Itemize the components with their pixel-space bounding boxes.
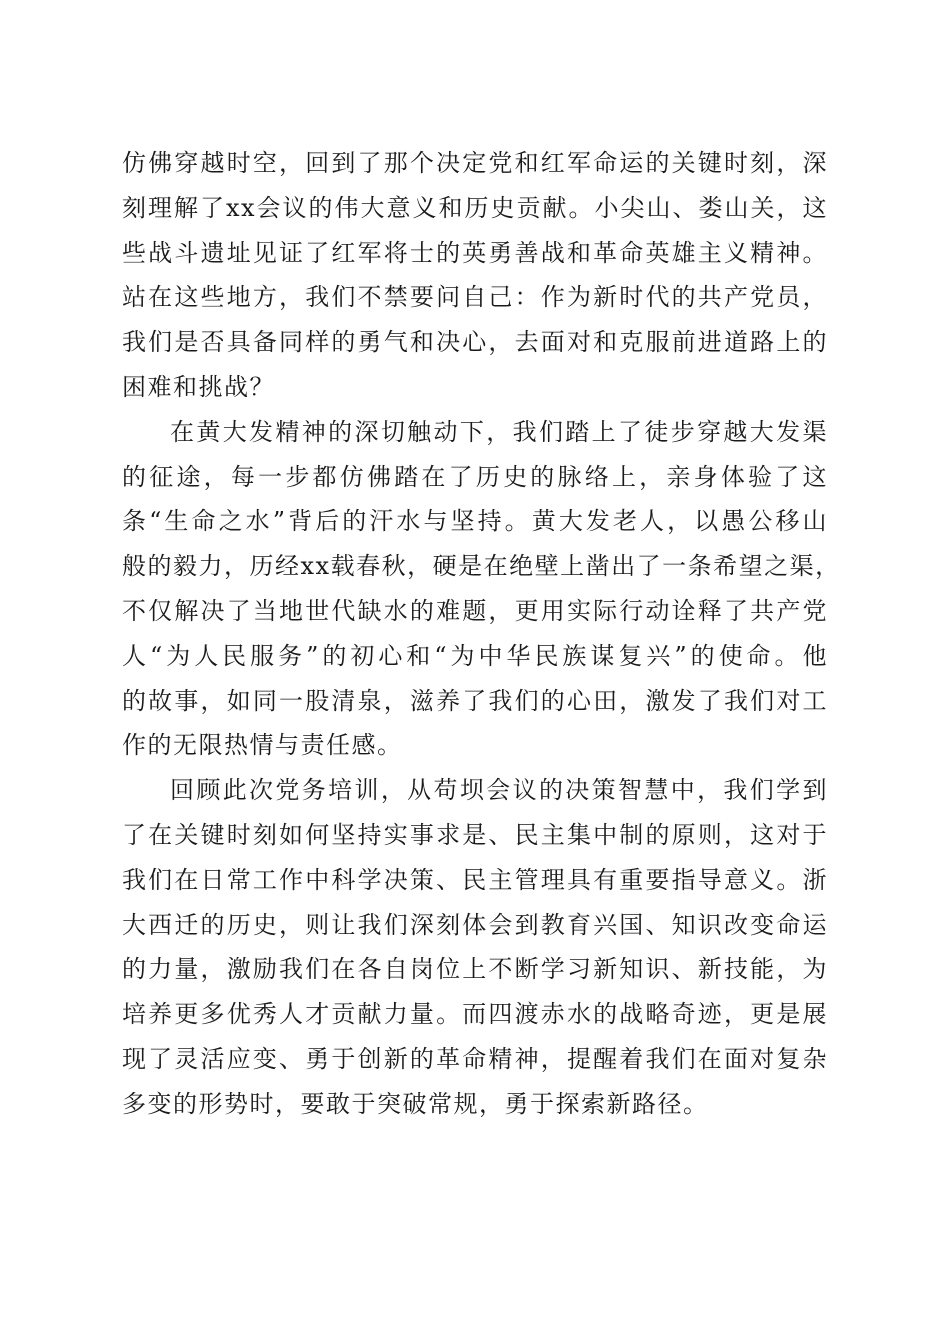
paragraph-line: 大西迁的历史，则让我们深刻体会到教育兴国、知识改变命运 — [122, 910, 828, 939]
paragraph-line: 仿佛穿越时空，回到了那个决定党和红军命运的关键时刻，深 — [122, 149, 828, 177]
paragraph-line: 在黄大发精神的深切触动下，我们踏上了徒步穿越大发渠 — [170, 417, 828, 446]
paragraph-line: 我们在日常工作中科学决策、民主管理具有重要指导意义。浙 — [122, 865, 828, 894]
paragraph-line: 人“为人民服务”的初心和“为中华民族谋复兴”的使命。他 — [122, 641, 828, 670]
paragraph-line: 些战斗遗址见证了红军将士的英勇善战和革命英雄主义精神。 — [122, 238, 828, 267]
paragraph-line: 不仅解决了当地世代缺水的难题，更用实际行动诠释了共产党 — [122, 596, 828, 625]
paragraph-line: 回顾此次党务培训，从苟坝会议的决策智慧中，我们学到 — [170, 776, 828, 805]
paragraph-line: 多变的形势时，要敢于突破常规，勇于探索新路径。 — [122, 1089, 709, 1118]
paragraph-line: 培养更多优秀人才贡献力量。而四渡赤水的战略奇迹，更是展 — [122, 1000, 828, 1029]
document-body — [122, 141, 841, 1127]
paragraph-line: 困难和挑战？ — [122, 372, 275, 401]
paragraph-line: 条“生命之水”背后的汗水与坚持。黄大发老人，以愚公移山 — [122, 507, 828, 536]
paragraph-line: 的征途，每一步都仿佛踏在了历史的脉络上，亲身体验了这 — [122, 462, 828, 491]
paragraph-1 — [122, 141, 828, 410]
paragraph-line: 刻理解了xx会议的伟大意义和历史贡献。小尖山、娄山关，这 — [122, 193, 828, 222]
paragraph-line: 现了灵活应变、勇于创新的革命精神，提醒着我们在面对复杂 — [122, 1044, 828, 1073]
paragraph-line: 站在这些地方，我们不禁要问自己：作为新时代的共产党员， — [122, 283, 828, 312]
paragraph-line: 的力量，激励我们在各自岗位上不断学习新知识、新技能，为 — [122, 955, 828, 984]
paragraph-2 — [122, 410, 841, 768]
paragraph-line: 我们是否具备同样的勇气和决心，去面对和克服前进道路上的 — [122, 328, 828, 357]
paragraph-3 — [122, 768, 828, 1126]
paragraph-line: 的故事，如同一股清泉，滋养了我们的心田，激发了我们对工 — [122, 686, 828, 715]
paragraph-line: 了在关键时刻如何坚持实事求是、民主集中制的原则，这对于 — [122, 820, 828, 849]
paragraph-line: 般的毅力，历经xx载春秋，硬是在绝壁上凿出了一条希望之渠， — [122, 552, 841, 581]
paragraph-line: 作的无限热情与责任感。 — [122, 731, 403, 760]
